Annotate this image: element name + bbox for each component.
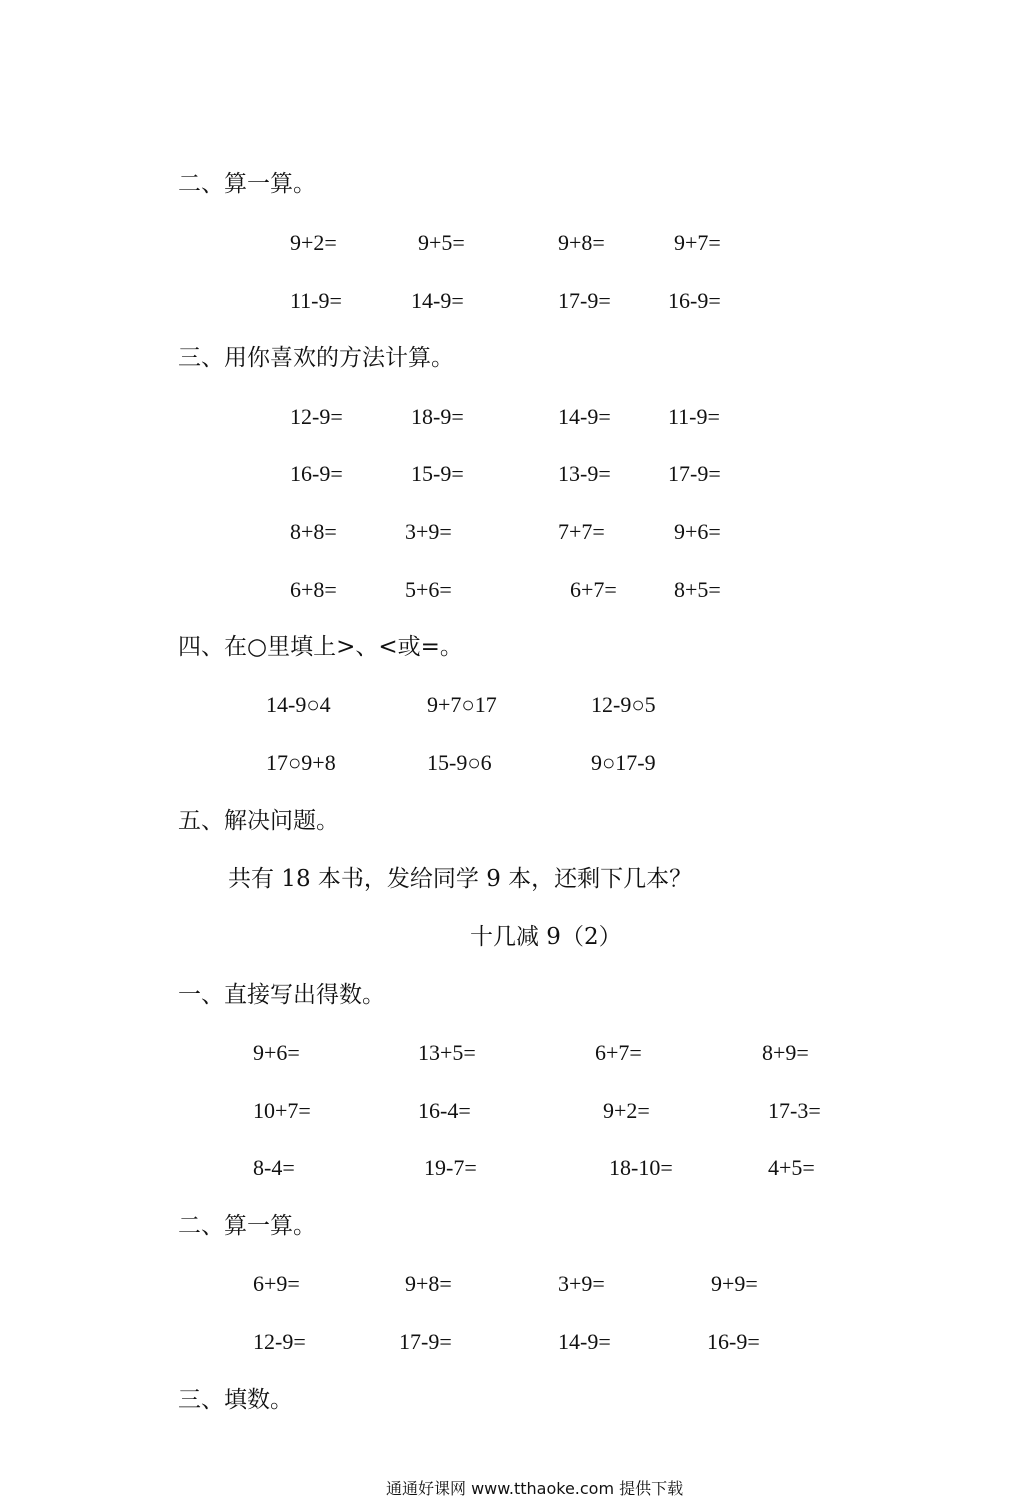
comparison: 15-9○6 xyxy=(427,750,492,775)
section-heading-3: 三、用你喜欢的方法计算。 xyxy=(178,345,454,371)
word-problem: 共有 18 本书，发给同学 9 本，还剩下几本？ xyxy=(228,866,693,892)
equation: 9+6= xyxy=(674,519,721,544)
equation: 9+8= xyxy=(558,230,605,255)
equation: 7+7= xyxy=(558,519,605,544)
comparison: 9+7○17 xyxy=(427,692,497,717)
equation: 17-9= xyxy=(558,288,611,313)
equation: 9+6= xyxy=(253,1040,300,1065)
worksheet-subtitle: 十几减 9（2） xyxy=(470,924,622,950)
equation: 6+9= xyxy=(253,1271,300,1296)
equation: 3+9= xyxy=(405,519,452,544)
equation: 12-9= xyxy=(290,404,343,429)
equation: 9+2= xyxy=(290,230,337,255)
equation: 17-3= xyxy=(768,1098,821,1123)
equation: 12-9= xyxy=(253,1329,306,1354)
equation: 16-9= xyxy=(707,1329,760,1354)
equation: 13-9= xyxy=(558,461,611,486)
equation: 14-9= xyxy=(411,288,464,313)
equation: 8+9= xyxy=(762,1040,809,1065)
section-heading-3b: 三、填数。 xyxy=(178,1387,293,1413)
equation: 16-9= xyxy=(290,461,343,486)
equation: 9+9= xyxy=(711,1271,758,1296)
equation: 18-9= xyxy=(411,404,464,429)
comparison: 9○17-9 xyxy=(591,750,656,775)
section-heading-2: 二、算一算。 xyxy=(178,171,316,197)
equation: 11-9= xyxy=(290,288,342,313)
equation: 5+6= xyxy=(405,577,452,602)
equation: 8-4= xyxy=(253,1155,295,1180)
equation: 8+8= xyxy=(290,519,337,544)
section-heading-2b: 二、算一算。 xyxy=(178,1213,316,1239)
section-heading-5: 五、解决问题。 xyxy=(178,808,339,834)
equation: 16-9= xyxy=(668,288,721,313)
comparison: 17○9+8 xyxy=(266,750,336,775)
equation: 14-9= xyxy=(558,1329,611,1354)
equation: 19-7= xyxy=(424,1155,477,1180)
equation: 15-9= xyxy=(411,461,464,486)
equation: 9+2= xyxy=(603,1098,650,1123)
page-footer: 通通好课网 www.tthaoke.com 提供下载 xyxy=(386,1479,684,1498)
equation: 16-4= xyxy=(418,1098,471,1123)
equation: 8+5= xyxy=(674,577,721,602)
section-heading-4: 四、在○里填上>、<或=。 xyxy=(178,634,463,660)
comparison: 14-9○4 xyxy=(266,692,331,717)
equation: 14-9= xyxy=(558,404,611,429)
equation: 18-10= xyxy=(609,1155,673,1180)
equation: 6+7= xyxy=(570,577,617,602)
equation: 9+7= xyxy=(674,230,721,255)
equation: 6+7= xyxy=(595,1040,642,1065)
equation: 17-9= xyxy=(668,461,721,486)
equation: 6+8= xyxy=(290,577,337,602)
equation: 13+5= xyxy=(418,1040,476,1065)
section-heading-1: 一、直接写出得数。 xyxy=(178,982,385,1008)
equation: 3+9= xyxy=(558,1271,605,1296)
comparison: 12-9○5 xyxy=(591,692,656,717)
equation: 11-9= xyxy=(668,404,720,429)
equation: 9+8= xyxy=(405,1271,452,1296)
equation: 10+7= xyxy=(253,1098,311,1123)
equation: 4+5= xyxy=(768,1155,815,1180)
equation: 9+5= xyxy=(418,230,465,255)
equation: 17-9= xyxy=(399,1329,452,1354)
